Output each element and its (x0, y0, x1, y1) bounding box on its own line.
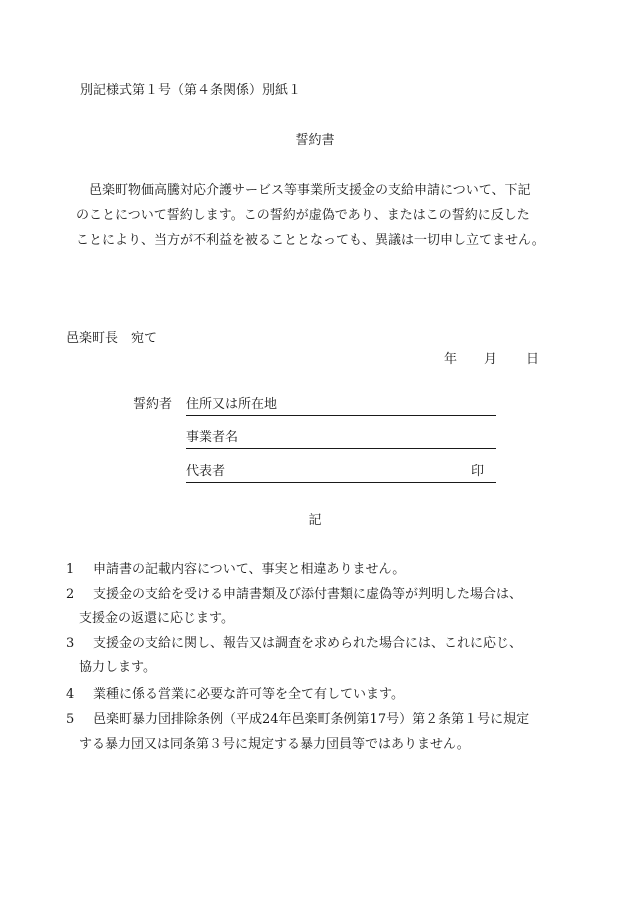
item-text: 支援金の支給に関し、報告又は調査を求められた場合には、これに応じ、 (93, 636, 523, 651)
item-continuation: 支援金の返還に応じます。 (79, 611, 234, 626)
item-number: 5 (66, 712, 75, 727)
intro-line-2: のことについて誓約します。この誓約が虚偽であり、またはこの誓約に反した (76, 208, 530, 223)
item-text: 業種に係る営業に必要な許可等を全て有しています。 (93, 687, 404, 702)
list-item (66, 688, 404, 701)
ki-heading: 記 (308, 513, 322, 528)
date-month-label: 月 (484, 352, 498, 367)
seal-label: 印 (470, 464, 484, 479)
form-reference: 別記様式第１号（第４条関係）別紙１ (80, 83, 302, 98)
item-text: 申請書の記載内容について、事実と相違ありません。 (93, 562, 406, 577)
list-item (66, 637, 522, 650)
pledger-label: 誓約者 (133, 397, 173, 412)
date-year-label: 年 (444, 352, 458, 367)
item-text: 支援金の支給を受ける申請書類及び添付書類に虚偽等が判明した場合は、 (93, 587, 523, 602)
list-item (66, 563, 405, 576)
address-field-label: 住所又は所在地 (186, 397, 278, 412)
item-number: 2 (66, 587, 75, 602)
document-title: 誓約書 (295, 133, 335, 148)
representative-field-label: 代表者 (186, 464, 226, 479)
item-text: 邑楽町暴力団排除条例（平成24年邑楽町条例第17号）第２条第１号に規定 (93, 712, 530, 727)
item-number: 4 (66, 687, 75, 702)
item-continuation: する暴力団又は同条第３号に規定する暴力団員等ではありません。 (79, 737, 470, 752)
item-number: 3 (66, 636, 75, 651)
list-item (66, 588, 522, 601)
intro-line-1: 邑楽町物価高騰対応介護サービス等事業所支援金の支給申請について、下記 (89, 183, 531, 198)
intro-line-3: ことにより、当方が不利益を被ることとなっても、異議は一切申し立てません。 (76, 233, 545, 248)
list-item (66, 713, 529, 726)
address-field[interactable] (186, 397, 496, 416)
business-name-field-label: 事業者名 (186, 430, 239, 445)
representative-field[interactable] (186, 464, 496, 483)
item-number: 1 (66, 562, 75, 577)
item-continuation: 協力します。 (79, 660, 156, 675)
business-name-field[interactable] (186, 430, 496, 449)
addressee: 邑楽町長 宛て (66, 331, 158, 346)
date-day-label: 日 (526, 352, 540, 367)
